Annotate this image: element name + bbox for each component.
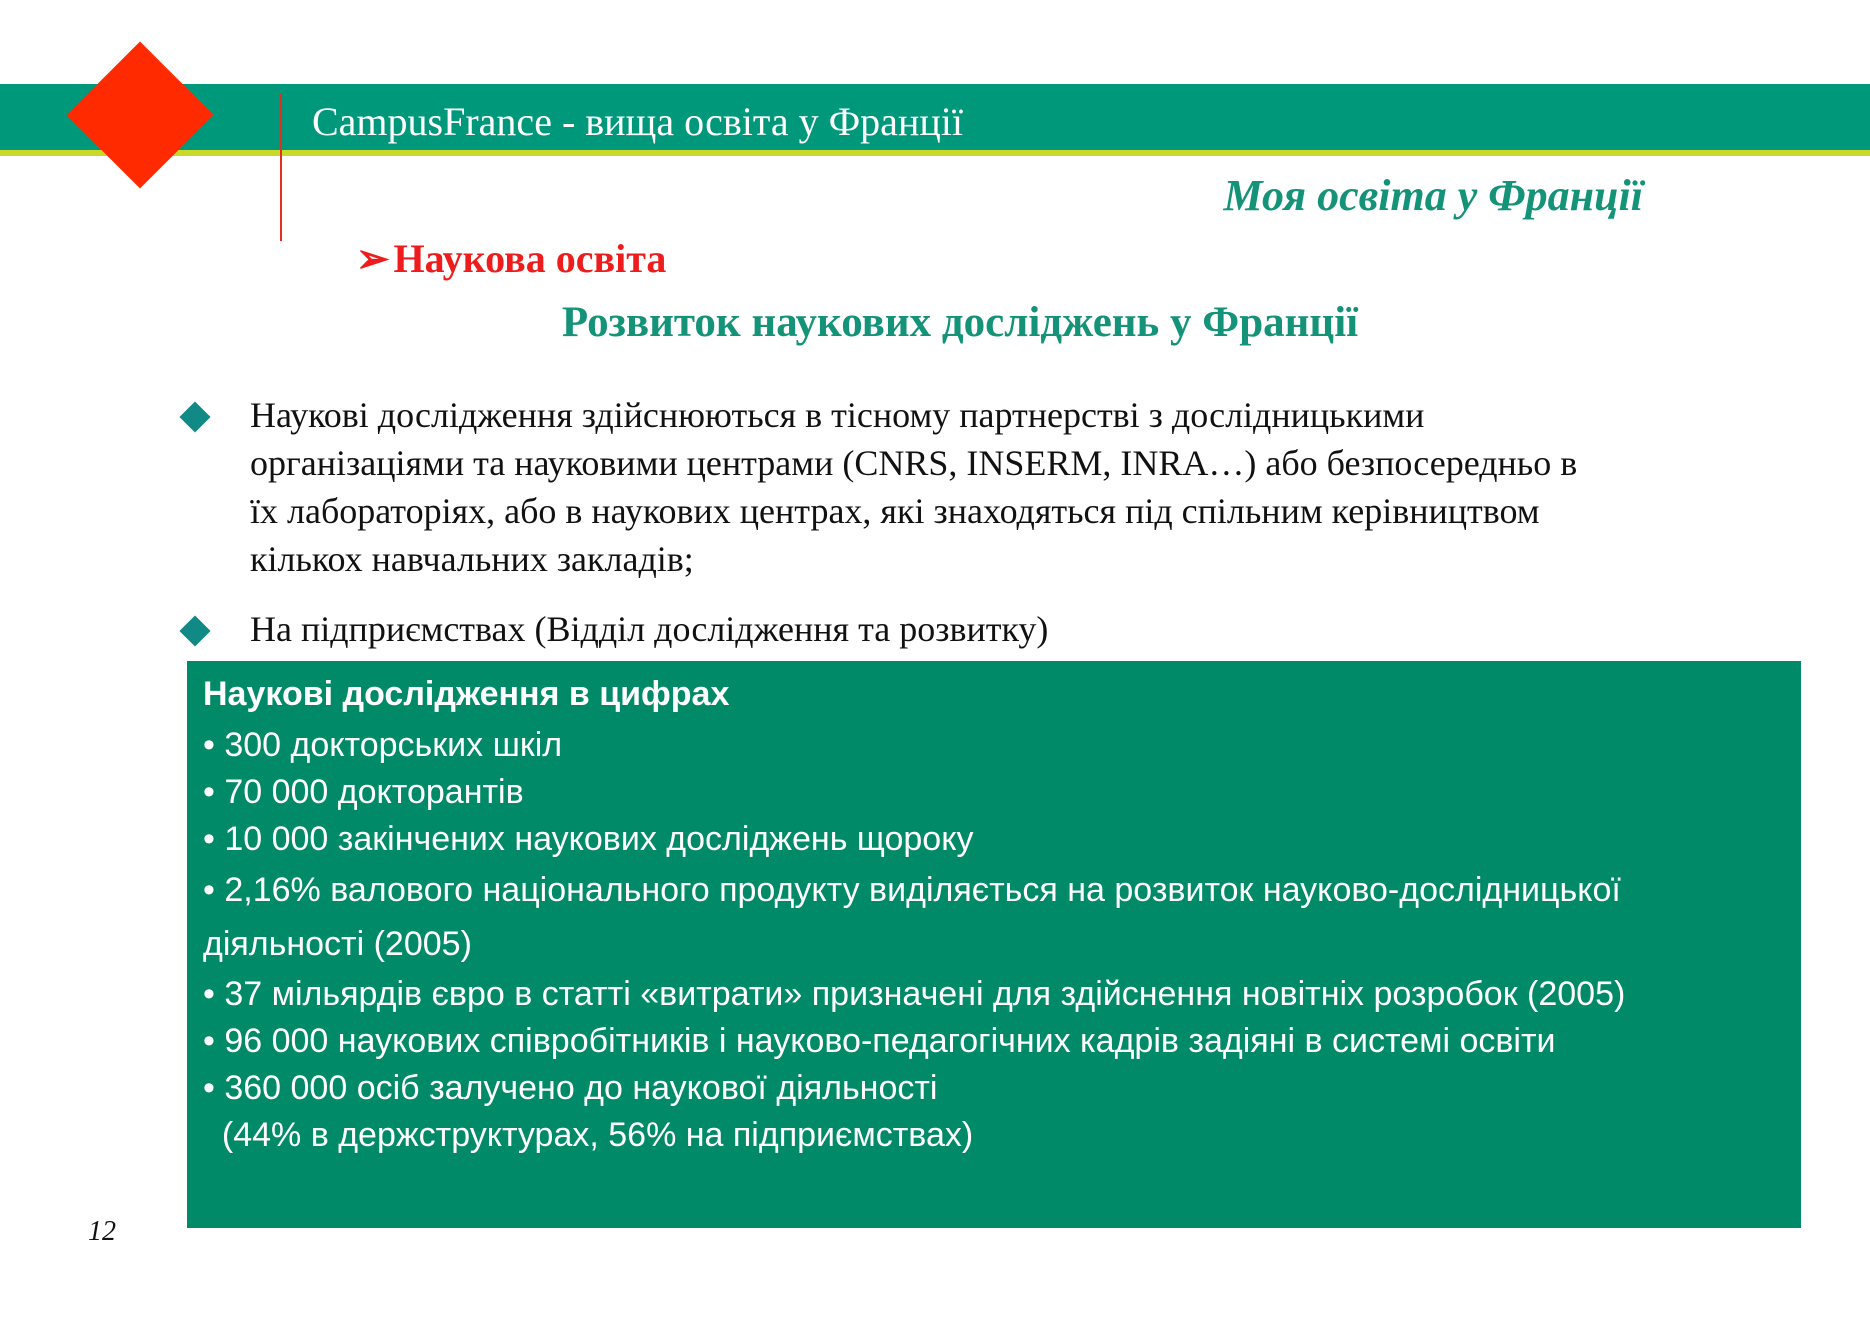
stats-box [187, 661, 1801, 1228]
stats-title: Наукові дослідження в цифрах [203, 675, 730, 713]
main-heading: Розвиток наукових досліджень у Франції [561, 299, 1359, 346]
stats-item: • 10 000 закінчених наукових досліджень щороку [203, 820, 974, 858]
arrow-bullet-icon: ➢ [356, 236, 390, 281]
bullet-item [250, 391, 1590, 583]
slide-subtitle: Моя освіта у Франції [1223, 171, 1643, 220]
section-label: Наукова освіта [393, 236, 667, 281]
stats-item: • 300 докторських шкіл [203, 726, 563, 764]
bullet-item [250, 605, 1590, 653]
stats-item: • 37 мільярдів євро в статті «витрати» призначені для здійснення новітніх розробок (2005) [203, 975, 1626, 1013]
diamond-bullet-icon [179, 401, 210, 432]
stats-item: • 2,16% валового національного продукту виділяється на розвиток науково-дослідницької діяльності (2005) [203, 871, 1621, 963]
stats-item: • 360 000 осіб залучено до наукової діяльності [203, 1069, 938, 1107]
bullet-text: Наукові дослідження здійснюються в тісному партнерстві з дослідницькими організаціями та науковими центрами (CNRS, INSERM, INRA…) або безпосередньо в їх лабораторіях, або в наукових центрах, які знаходяться під спільним керівництвом кількох навчальних закладів; [250, 395, 1578, 579]
stats-item: • 70 000 докторантів [203, 773, 524, 811]
stats-item: • 96 000 наукових співробітників і науково-педагогічних кадрів задіяні в системі освіти [203, 1022, 1556, 1060]
diamond-bullet-icon [179, 615, 210, 646]
vertical-divider [280, 93, 282, 241]
header-title: CampusFrance - вища освіта у Франції [312, 99, 963, 144]
page-number: 12 [88, 1216, 116, 1247]
bullet-text: На підприємствах (Відділ дослідження та розвитку) [250, 609, 1049, 649]
logo-diamond-icon [66, 41, 213, 188]
stats-item: (44% в держструктурах, 56% на підприємствах) [203, 1116, 974, 1154]
section-label-row [356, 234, 666, 284]
